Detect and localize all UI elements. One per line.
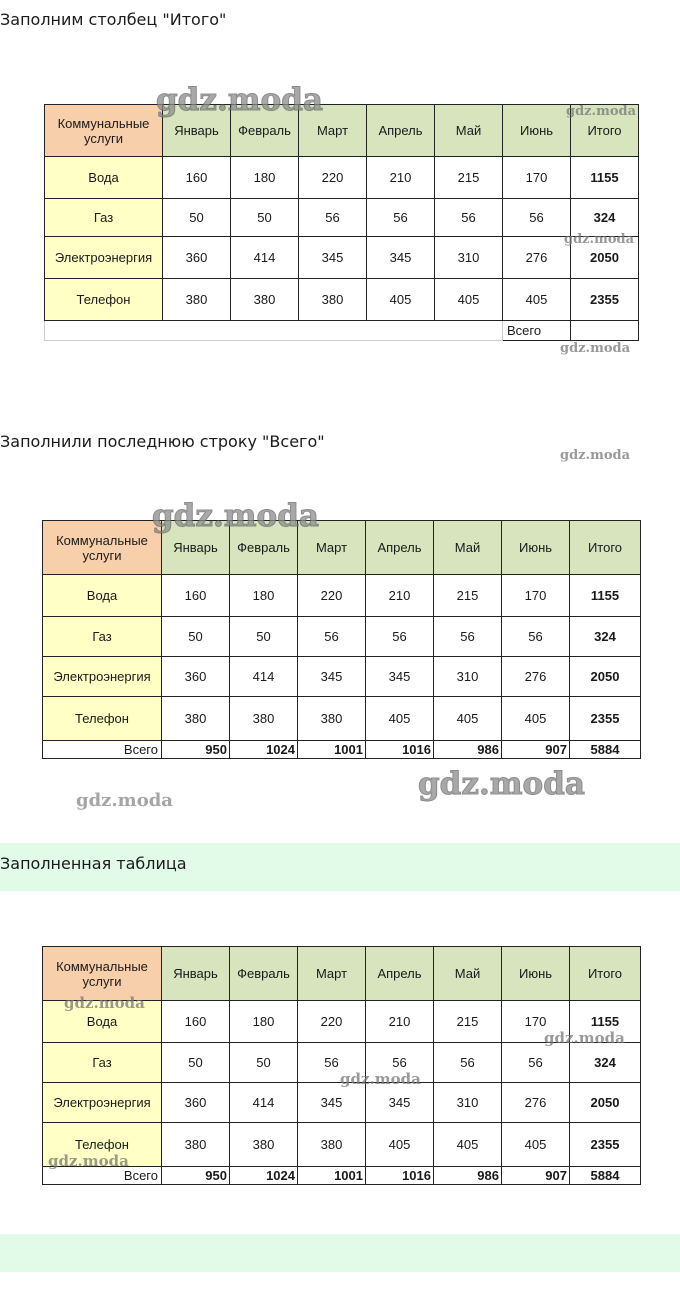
cell-value: 220: [299, 157, 367, 199]
cell-value: 414: [230, 657, 298, 697]
cell-value: 220: [298, 575, 366, 617]
sum-value: 1016: [366, 1167, 434, 1185]
header-total: Итого: [571, 105, 639, 157]
cell-value: 405: [366, 1123, 434, 1167]
cell-value: 380: [162, 697, 230, 741]
cell-value: 215: [435, 157, 503, 199]
cell-total: 2050: [570, 657, 641, 697]
watermark-logo: gdz.moda: [544, 1029, 625, 1047]
grand-total: 5884: [570, 741, 641, 759]
cell-value: 414: [231, 237, 299, 279]
table-row: [43, 575, 641, 617]
table-row: [45, 199, 639, 237]
table-row: [43, 657, 641, 697]
row-name: Газ: [45, 199, 163, 237]
cell-value: 380: [163, 279, 231, 321]
header-month: Январь: [162, 521, 230, 575]
empty-cell: [45, 321, 503, 341]
cell-value: 380: [299, 279, 367, 321]
row-name: Электроэнергия: [43, 1083, 162, 1123]
utilities-table-3: [42, 946, 641, 1185]
sum-row-empty: [45, 321, 639, 341]
watermark-logo: gdz.moda: [340, 1070, 421, 1088]
cell-value: 310: [434, 657, 502, 697]
row-name: Газ: [43, 1043, 162, 1083]
header-month: Январь: [162, 947, 230, 1001]
cell-value: 405: [435, 279, 503, 321]
cell-value: 56: [434, 617, 502, 657]
row-name: Вода: [43, 1001, 162, 1043]
grand-total: 5884: [570, 1167, 641, 1185]
watermark-logo: gdz.moda: [156, 82, 323, 118]
cell-value: 210: [366, 1001, 434, 1043]
cell-value: 380: [298, 1123, 366, 1167]
header-month: Май: [435, 105, 503, 157]
cell-value: 405: [502, 697, 570, 741]
cell-value: 170: [502, 575, 570, 617]
cell-value: 180: [231, 157, 299, 199]
caption-band: [0, 843, 680, 891]
row-name: Электроэнергия: [45, 237, 163, 279]
header-month: Май: [434, 947, 502, 1001]
cell-value: 50: [163, 199, 231, 237]
cell-total: 324: [571, 199, 639, 237]
header-month: Февраль: [230, 521, 298, 575]
utilities-table-2: [42, 520, 641, 759]
caption-fill-total-column: Заполним столбец "Итого": [0, 10, 227, 29]
header-month: Апрель: [367, 105, 435, 157]
table-header-row: [43, 947, 641, 1001]
cell-value: 405: [503, 279, 571, 321]
cell-value: 276: [502, 657, 570, 697]
header-month: Июнь: [503, 105, 571, 157]
cell-value: 345: [298, 657, 366, 697]
table-row: [45, 157, 639, 199]
sum-value: 950: [162, 1167, 230, 1185]
header-month: Июнь: [502, 947, 570, 1001]
table-row: [43, 697, 641, 741]
cell-value: 56: [299, 199, 367, 237]
row-name: Газ: [43, 617, 162, 657]
cell-value: 276: [503, 237, 571, 279]
utilities-table-1: [44, 104, 639, 341]
cell-value: 180: [230, 575, 298, 617]
sum-value: 1001: [298, 1167, 366, 1185]
cell-total: 2050: [571, 237, 639, 279]
sum-value: 1016: [366, 741, 434, 759]
cell-value: 50: [162, 1043, 230, 1083]
sum-label: Всего: [43, 741, 162, 759]
table-row: [43, 617, 641, 657]
cell-value: 380: [298, 697, 366, 741]
row-name: Телефон: [43, 1123, 162, 1167]
table-row: [43, 1123, 641, 1167]
cell-value: 345: [298, 1083, 366, 1123]
cell-value: 380: [230, 697, 298, 741]
cell-value: 56: [435, 199, 503, 237]
header-month: Март: [299, 105, 367, 157]
cell-value: 56: [434, 1043, 502, 1083]
cell-value: 220: [298, 1001, 366, 1043]
header-utilities: Коммунальные услуги: [45, 105, 163, 157]
cell-value: 56: [366, 617, 434, 657]
row-name: Вода: [45, 157, 163, 199]
cell-value: 345: [299, 237, 367, 279]
cell-value: 345: [367, 237, 435, 279]
cell-value: 56: [367, 199, 435, 237]
header-utilities: Коммунальные услуги: [43, 947, 162, 1001]
cell-value: 50: [162, 617, 230, 657]
header-month: Июнь: [502, 521, 570, 575]
sum-row: [43, 1167, 641, 1185]
header-month: Январь: [163, 105, 231, 157]
cell-value: 380: [231, 279, 299, 321]
header-total: Итого: [570, 521, 641, 575]
row-name: Вода: [43, 575, 162, 617]
sum-row: [43, 741, 641, 759]
row-name: Телефон: [43, 697, 162, 741]
cell-value: 56: [298, 1043, 366, 1083]
cell-value: 405: [502, 1123, 570, 1167]
watermark-logo: gdz.moda: [152, 498, 319, 534]
cell-value: 345: [366, 1083, 434, 1123]
watermark-logo: gdz.moda: [566, 104, 637, 119]
cell-value: 50: [230, 617, 298, 657]
header-month: Май: [434, 521, 502, 575]
cell-value: 56: [503, 199, 571, 237]
header-total: Итого: [570, 947, 641, 1001]
caption-fill-sum-row: Заполнили последнюю строку "Всего": [0, 432, 325, 451]
sum-value: 1001: [298, 741, 366, 759]
cell-value: 56: [298, 617, 366, 657]
cell-value: 360: [162, 1083, 230, 1123]
cell-value: 210: [367, 157, 435, 199]
caption-filled-table: Заполненная таблица: [0, 854, 187, 873]
cell-value: 345: [366, 657, 434, 697]
cell-value: 210: [366, 575, 434, 617]
sum-value: 907: [502, 741, 570, 759]
row-name: Электроэнергия: [43, 657, 162, 697]
cell-total: 1155: [570, 1001, 641, 1043]
header-month: Февраль: [231, 105, 299, 157]
cell-value: 276: [502, 1083, 570, 1123]
watermark-logo: gdz.moda: [564, 232, 635, 247]
watermark-logo: gdz.moda: [76, 790, 173, 811]
cell-value: 360: [163, 237, 231, 279]
cell-value: 380: [230, 1123, 298, 1167]
cell-value: 180: [230, 1001, 298, 1043]
table-header-row: [43, 521, 641, 575]
sum-label: Всего: [43, 1167, 162, 1185]
sum-value: 986: [434, 741, 502, 759]
empty-total-cell: [571, 321, 639, 341]
cell-total: 324: [570, 617, 641, 657]
cell-total: 2050: [570, 1083, 641, 1123]
sum-value: 907: [502, 1167, 570, 1185]
header-month: Апрель: [366, 521, 434, 575]
cell-total: 2355: [570, 697, 641, 741]
cell-value: 50: [230, 1043, 298, 1083]
cell-total: 2355: [571, 279, 639, 321]
cell-value: 405: [434, 697, 502, 741]
cell-value: 160: [162, 1001, 230, 1043]
cell-value: 405: [367, 279, 435, 321]
cell-total: 1155: [571, 157, 639, 199]
cell-total: 324: [570, 1043, 641, 1083]
table-row: [45, 279, 639, 321]
watermark-logo: gdz.moda: [560, 341, 631, 356]
sum-value: 950: [162, 741, 230, 759]
header-utilities: Коммунальные услуги: [43, 521, 162, 575]
table-row: [45, 237, 639, 279]
cell-value: 56: [502, 617, 570, 657]
table-header-row: [45, 105, 639, 157]
cell-value: 414: [230, 1083, 298, 1123]
empty-band: [0, 1234, 680, 1272]
cell-value: 215: [434, 575, 502, 617]
header-month: Март: [298, 947, 366, 1001]
cell-value: 160: [163, 157, 231, 199]
cell-value: 56: [366, 1043, 434, 1083]
sum-value: 986: [434, 1167, 502, 1185]
cell-value: 310: [434, 1083, 502, 1123]
cell-value: 170: [503, 157, 571, 199]
header-month: Апрель: [366, 947, 434, 1001]
sum-label: Всего: [503, 321, 571, 341]
sum-value: 1024: [230, 1167, 298, 1185]
cell-value: 56: [502, 1043, 570, 1083]
header-month: Март: [298, 521, 366, 575]
cell-value: 170: [502, 1001, 570, 1043]
table-row: [43, 1083, 641, 1123]
watermark-logo: gdz.moda: [48, 1152, 129, 1170]
row-name: Телефон: [45, 279, 163, 321]
cell-value: 50: [231, 199, 299, 237]
cell-total: 2355: [570, 1123, 641, 1167]
cell-value: 405: [434, 1123, 502, 1167]
sum-value: 1024: [230, 741, 298, 759]
cell-value: 310: [435, 237, 503, 279]
header-month: Февраль: [230, 947, 298, 1001]
cell-value: 160: [162, 575, 230, 617]
cell-total: 1155: [570, 575, 641, 617]
watermark-logo: gdz.moda: [560, 448, 631, 463]
watermark-logo: gdz.moda: [418, 766, 585, 802]
cell-value: 215: [434, 1001, 502, 1043]
cell-value: 380: [162, 1123, 230, 1167]
cell-value: 405: [366, 697, 434, 741]
watermark-logo: gdz.moda: [64, 994, 145, 1012]
cell-value: 360: [162, 657, 230, 697]
